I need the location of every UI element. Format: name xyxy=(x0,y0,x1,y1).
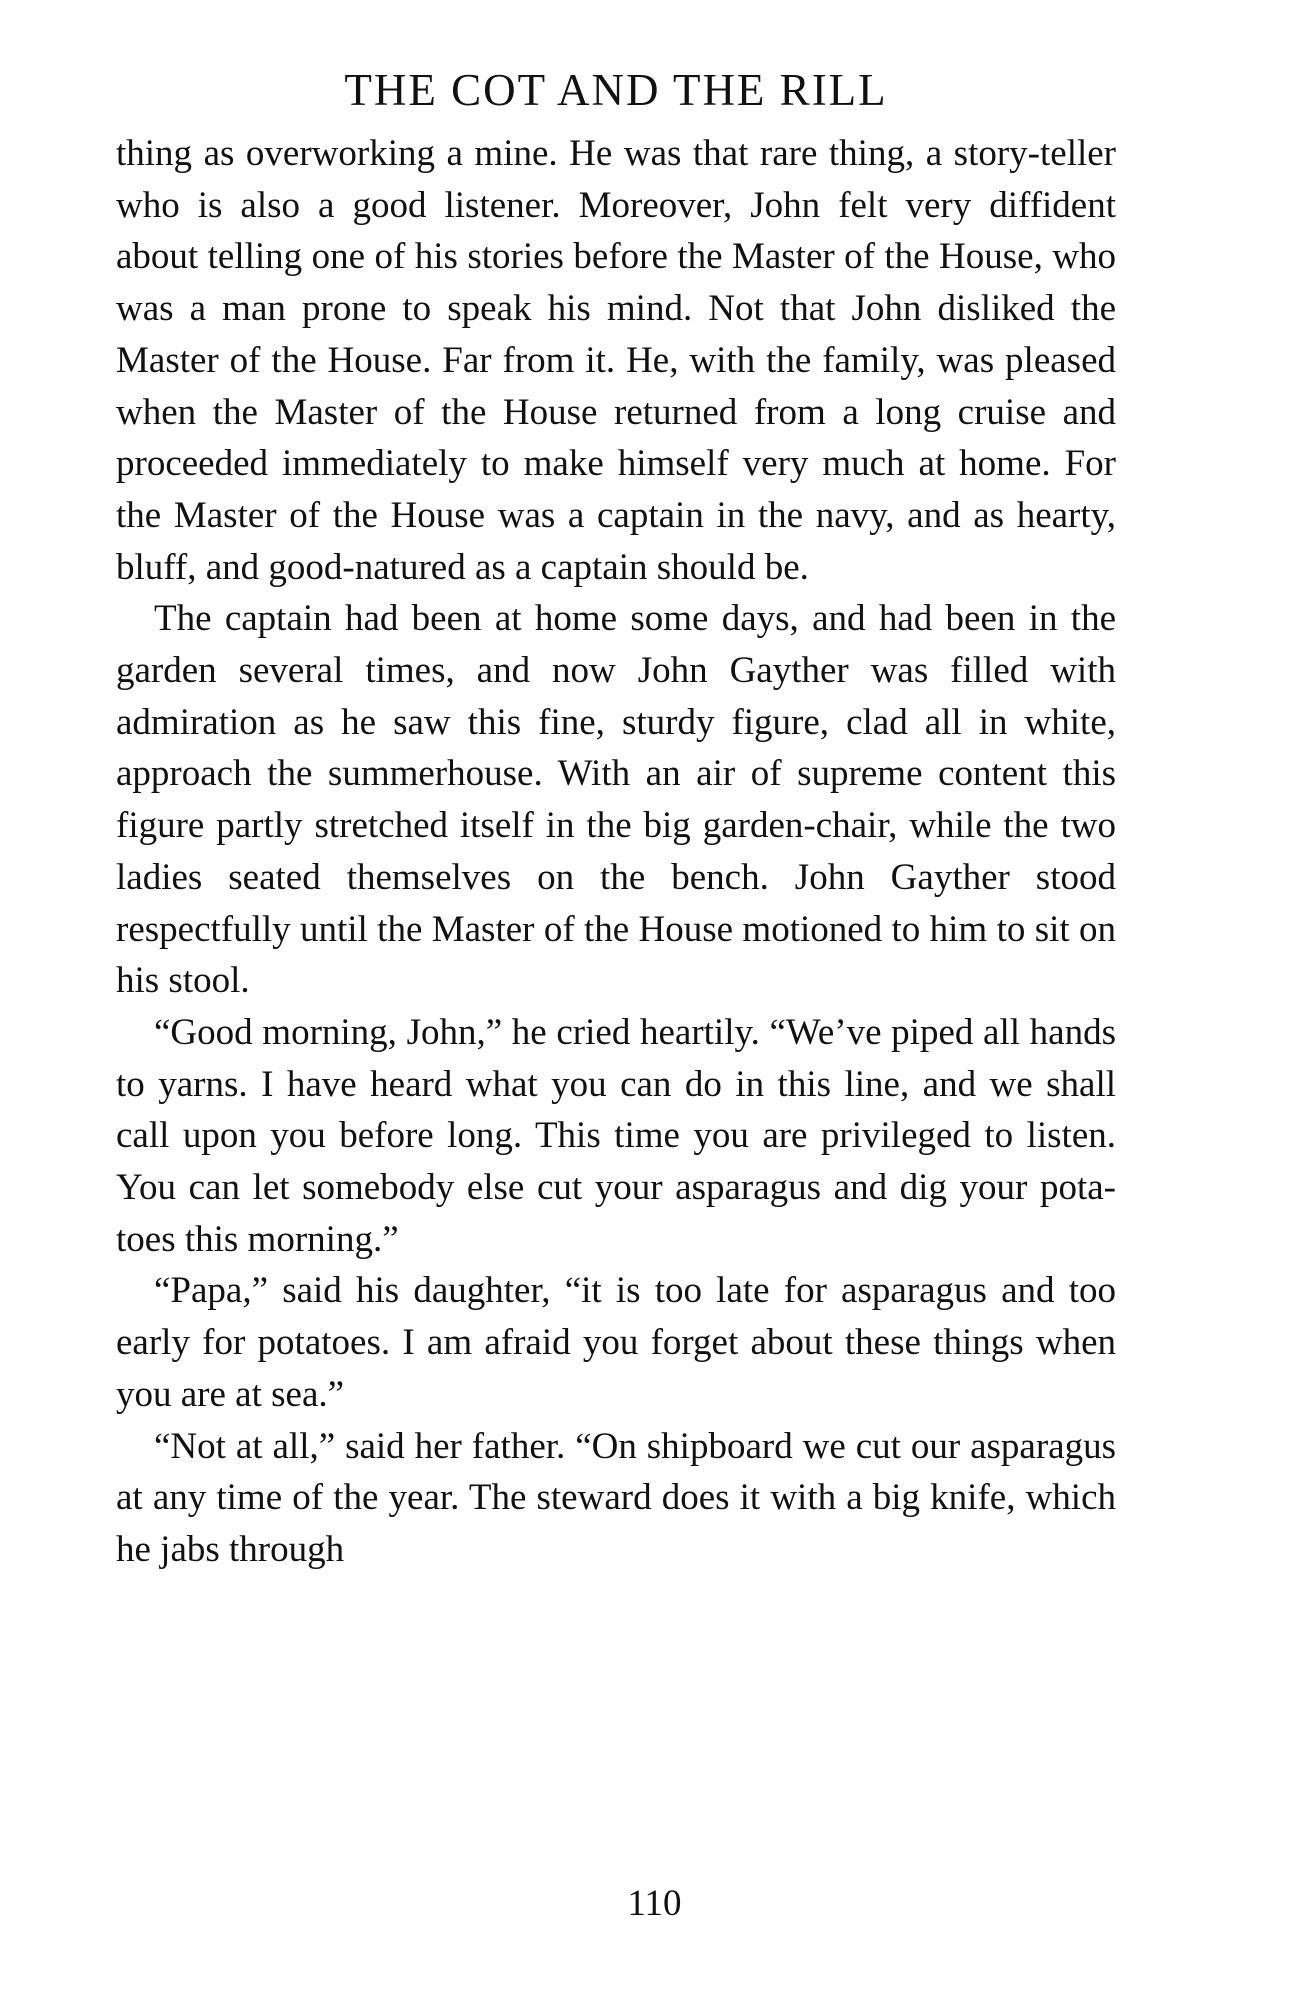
paragraph: The captain had been at home some days, and had been in the garden several times, and now John Gayther was filled with admiration as he saw this fine, sturdy figure, clad all in white, approach the summerhouse. With an air of supreme content this figure partly stretched itself in the big garden-chair, while the two ladies seated themselves on the bench. John Gayther stood respectfully until the Master of the House motioned to him to sit on his stool. xyxy=(116,598,1116,1002)
body-text xyxy=(116,128,1116,1576)
paragraph: “Not at all,” said her father. “On shipboard we cut our asparagus at any time of the year. The steward does it with a big knife, which he jabs through xyxy=(116,1425,1116,1570)
running-title: THE COT AND THE RILL xyxy=(344,65,888,115)
book-page xyxy=(116,62,1116,1576)
paragraph: thing as overworking a mine. He was that rare thing, a story-teller who is also a good listener. Moreover, John felt very diffident about telling one of his stories before the Master of the House, who was a man prone to speak his mind. Not that John disliked the Master of the House. Far from it. He, with the family, was pleased when the Master of the House returned from a long cruise and proceeded immediately to make himself very much at home. For the Master of the House was a captain in the navy, and as hearty, bluff, and good-natured as a captain should be. xyxy=(116,133,1116,588)
paragraph: “Papa,” said his daughter, “it is too late for asparagus and too early for potatoes. I am afraid you forget about these things when you are at sea.” xyxy=(116,1270,1116,1415)
page-number: 110 xyxy=(627,1883,682,1924)
paragraph: “Good morning, John,” he cried heartily. “We’ve piped all hands to yarns. I have heard what you can do in this line, and we shall call upon you before long. This time you are privileged to listen. You can let somebody else cut your asparagus and dig your potatoes this morning.” xyxy=(116,1011,1116,1260)
